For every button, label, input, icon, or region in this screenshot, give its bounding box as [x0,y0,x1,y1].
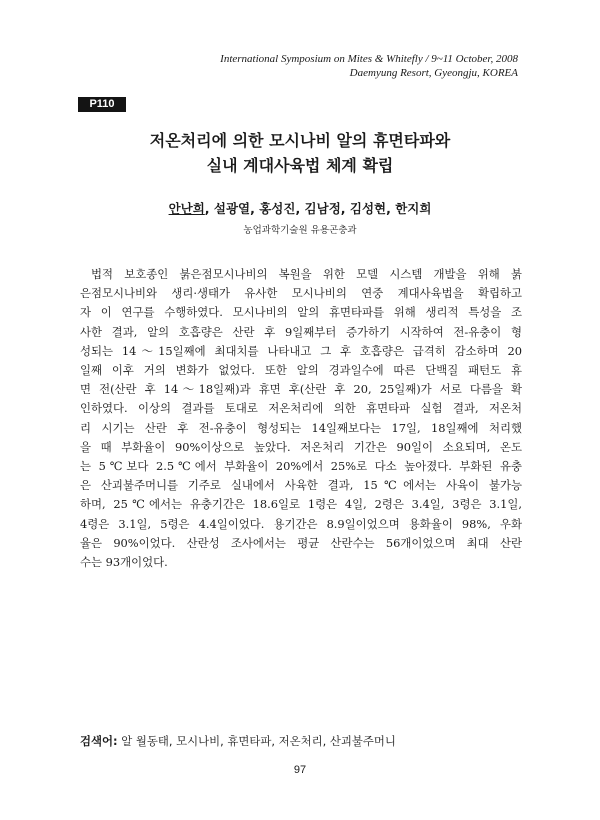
abstract-line: 법적 보호종인 붉은점모시나비의 복원을 위한 모델 시스템 개발을 위해 붉 [91,267,522,281]
keywords-label: 검색어: [80,734,118,748]
abstract-line: 을 때 부화율이 90%이상으로 높았다. 저온처리 기간은 90일이 소요되며, 온도 [80,439,522,454]
poster-tag: P110 [78,97,126,112]
co-authors: , 설광열, 홍성진, 김남정, 김성현, 한지희 [204,201,432,216]
abstract-line: 리 시기는 산란 후 전-유충이 형성되는 14일째보다는 17일, 18일째에 처리했 [80,420,522,435]
abstract [80,265,522,572]
author-list [60,201,540,217]
abstract-line: 는 5℃보다 2.5℃에서 부화율이 20%에서 25%로 다소 높아졌다. 부화된 유충 [80,459,522,474]
abstract-line: 율은 90%이었다. 산란성 조사에서는 평균 산란수는 56개이었으며 최대 산란 [80,535,522,550]
page-number: 97 [293,764,307,776]
abstract-line: 수는 93개이었다. [80,555,168,570]
abstract-line: 4령은 3.1일, 5령은 4.4일이었다. 용기간은 8.9일이었으며 용화율이 98%, 우화 [80,516,522,531]
conference-header [220,52,518,80]
abstract-line: 자 이 연구를 수행하였다. 모시나비의 알의 휴면타파를 위해 생리적 특성을 조 [80,305,522,320]
affiliation: 농업과학기술원 유용곤충과 [243,225,357,236]
abstract-line: 일째 이후 거의 변화가 없었다. 또한 알의 경과일수에 따른 단백질 패턴도 휴 [80,363,522,378]
conference-venue: Daemyung Resort, Gyeongju, KOREA [349,67,518,79]
abstract-line: 은점모시나비와 생리·생태가 유사한 모시나비의 연중 계대사육법을 확립하고 [80,286,522,301]
presenting-author: 안난희 [168,201,205,216]
title-line-1: 저온처리에 의한 모시나비 알의 휴면타파와 [149,131,451,150]
abstract-line: 하며, 25℃에서는 유충기간은 18.6일로 1령은 4일, 2령은 3.4일, 3령은 3.1일, [80,497,522,512]
abstract-line: 인하였다. 이상의 결과를 토대로 저온처리에 의한 휴면타파 실험 결과, 저온처 [80,401,522,416]
keywords [80,733,540,749]
keywords-values: 알 월동태, 모시나비, 휴면타파, 저온처리, 산괴불주머니 [121,734,396,748]
abstract-line: 성되는 14～15일째에 최대치를 나타내고 그 후 호흡량은 급격히 감소하며 20 [80,343,522,358]
abstract-line: 은 산괴불주머니를 기주로 실내에서 사육한 결과, 15℃에서는 사육이 불가능 [80,478,522,493]
paper-title [60,128,540,178]
abstract-line: 사한 결과, 알의 호흡량은 산란 후 9일째부터 증가하기 시작하여 전-유충이 형 [80,324,522,339]
title-line-2: 실내 계대사육법 체계 확립 [206,156,394,175]
abstract-line: 면 전(산란 후 14～18일째)과 휴면 후(산란 후 20, 25일째)가 서로 다름을 확 [80,382,522,397]
conference-name: International Symposium on Mites & Whitefly / 9~11 October, 2008 [220,53,518,65]
